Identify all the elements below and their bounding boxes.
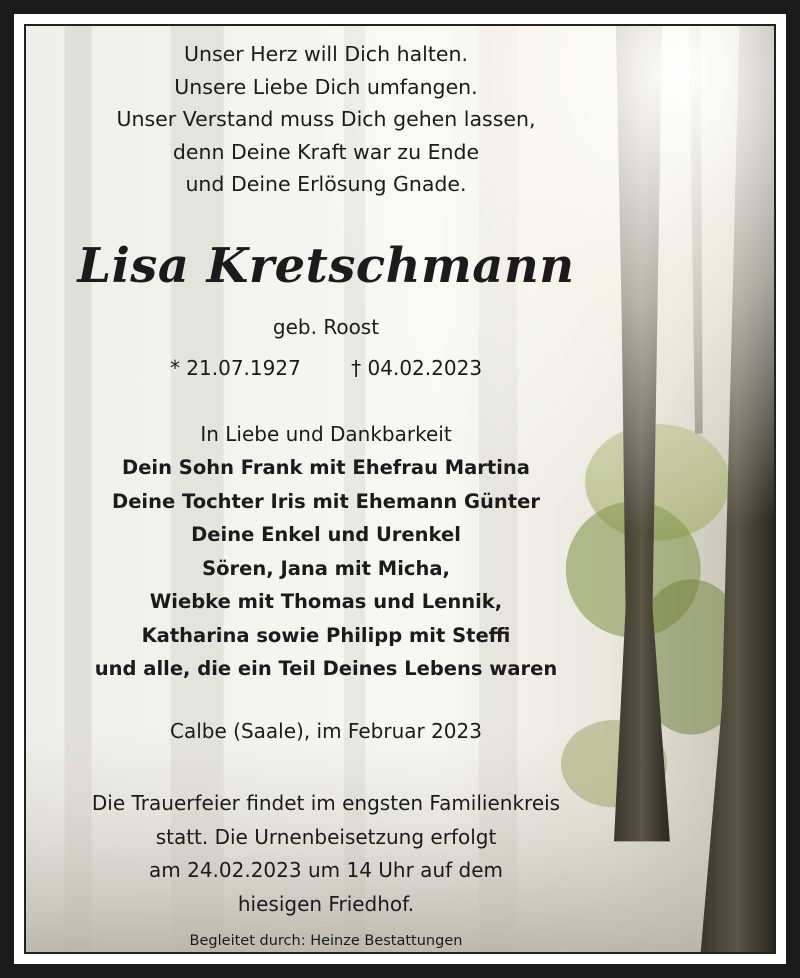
poem-line: denn Deine Kraft war zu Ende (172, 139, 480, 164)
mourner-line: Deine Tochter Iris mit Ehemann Günter (112, 489, 540, 513)
mourners (26, 417, 626, 686)
birth-date: * 21.07.1927 (169, 356, 301, 380)
funeral-line: hiesigen Friedhof. (237, 891, 415, 916)
mourner-line: Wiebke mit Thomas und Lennik, (149, 590, 503, 613)
poem-line: und Deine Erlösung Gnade. (185, 172, 467, 196)
mourner-line: und alle, die ein Teil Deines Lebens waren (94, 657, 558, 680)
death-date: † 04.02.2023 (351, 356, 483, 380)
place-and-date: Calbe (Saale), im Februar 2023 (170, 719, 482, 743)
poem-line: Unsere Liebe Dich umfangen. (174, 74, 478, 99)
mourner-line: Katharina sowie Philipp mit Steffi (141, 623, 511, 647)
undertaker-credit: Begleitet durch: Heinze Bestattungen (189, 933, 463, 949)
poem-line: Unser Verstand muss Dich gehen lassen, (116, 107, 536, 131)
poem (26, 38, 626, 201)
mourner-line: Dein Sohn Frank mit Ehefrau Martina (122, 456, 530, 479)
obituary-text (26, 26, 626, 952)
mourners-intro: In Liebe und Dankbarkeit (200, 422, 452, 446)
obituary-panel (24, 24, 776, 954)
funeral-line: am 24.02.2023 um 14 Uhr auf dem (149, 858, 503, 882)
poem-line: Unser Herz will Dich halten. (183, 42, 468, 66)
mourner-line: Sören, Jana mit Micha, (202, 556, 450, 580)
funeral-line: Die Trauerfeier findet im engsten Familienkreis (91, 791, 561, 815)
funeral-line: statt. Die Urnenbeisetzung erfolgt (155, 824, 497, 849)
birth-name: geb. Roost (272, 315, 380, 339)
life-dates (26, 356, 626, 380)
mourner-line: Deine Enkel und Urenkel (191, 523, 461, 546)
funeral-notice (26, 787, 626, 921)
deceased-name: Lisa Kretschmann (77, 238, 575, 294)
